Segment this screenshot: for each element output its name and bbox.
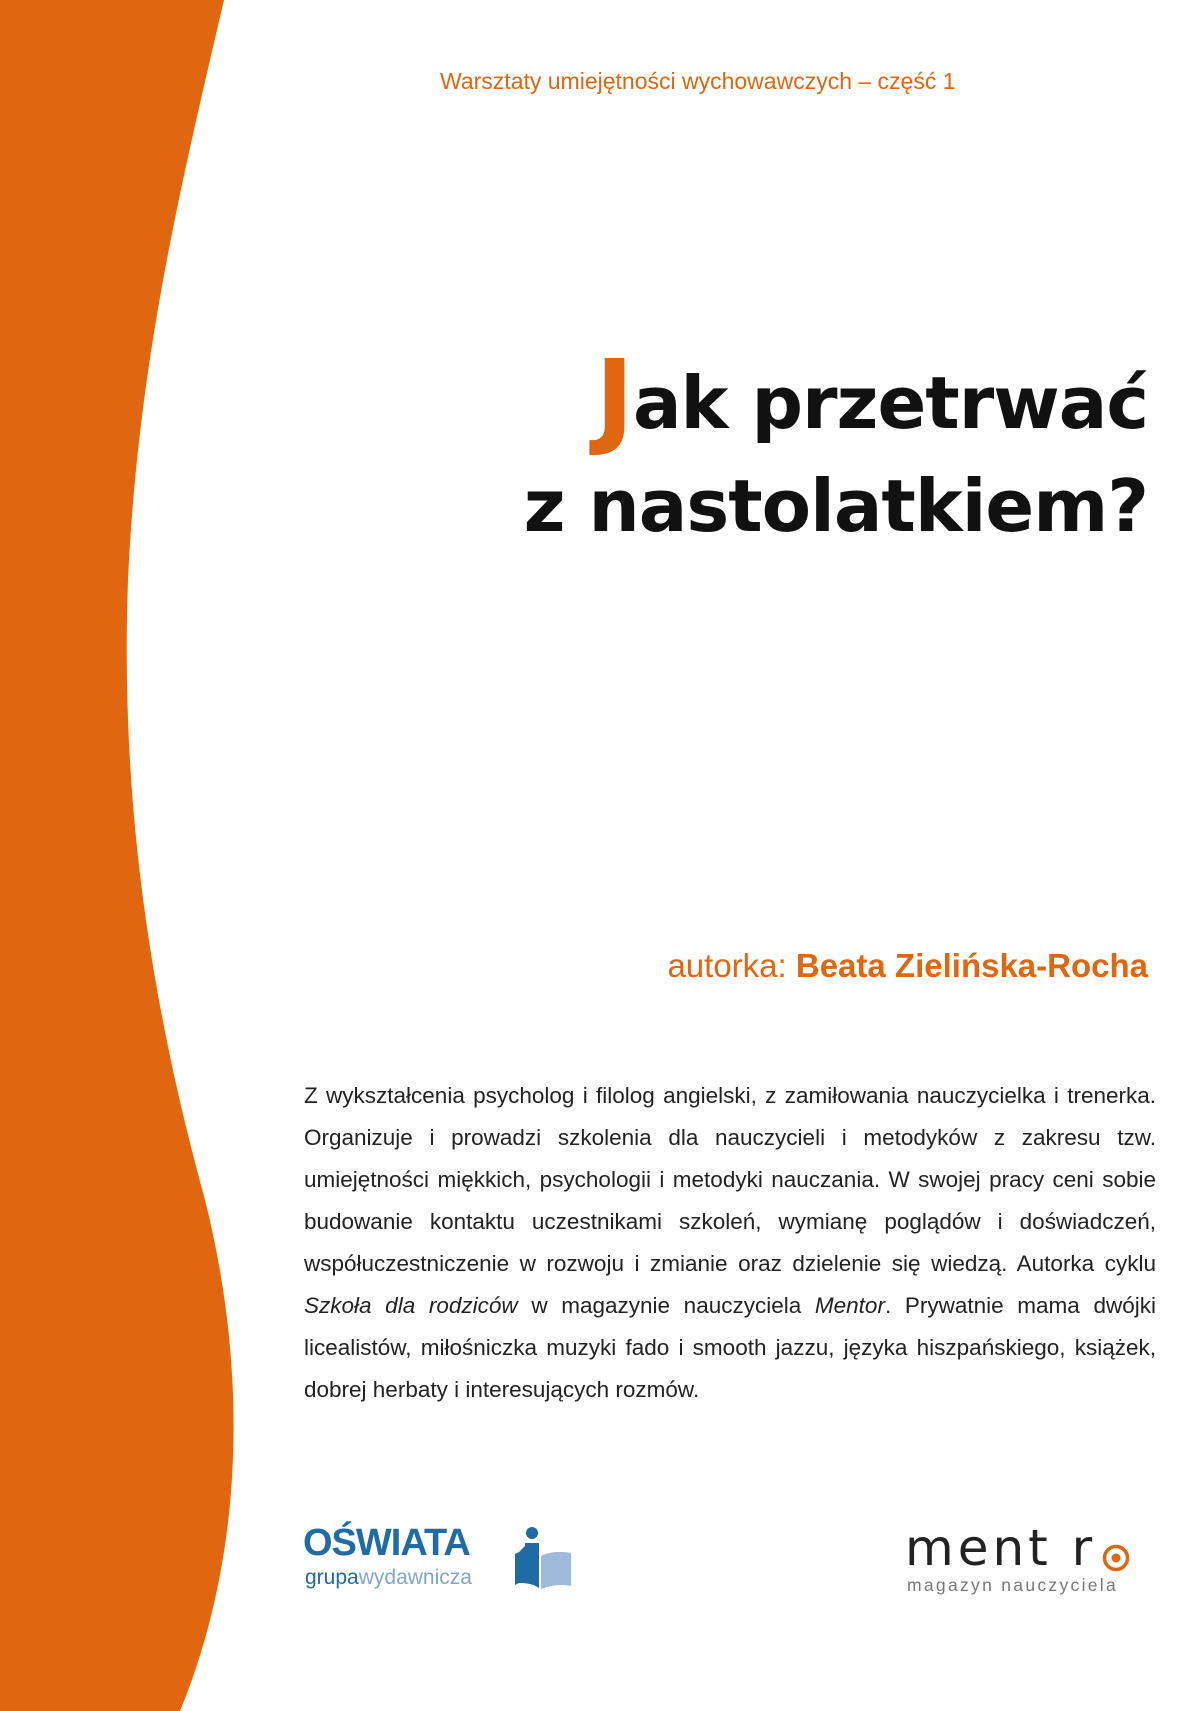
mentor-wordmark: ment r: [905, 1519, 1097, 1577]
title-line-1: [524, 337, 1148, 459]
publisher-subtitle: [305, 1566, 472, 1590]
bio-paragraph: [304, 1075, 1156, 1411]
title-line-2: z nastolatkiem?: [523, 464, 1148, 548]
bio-text-2: w magazynie nauczyciela: [531, 1293, 802, 1318]
series-title: Warsztaty umiejętności wychowawczych – część 1: [440, 68, 956, 94]
bio-text-3: . Prywatnie mama dwójki licealistów, miłośniczka muzyki fado i smooth jazzu, języka hiszpańskiego, książek, dobrej herbaty i interesujących rozmów.: [304, 1293, 1156, 1402]
bio-italic-series: Szkoła dla rodziców: [304, 1293, 518, 1318]
mentor-tagline: magazyn nauczyciela: [907, 1575, 1119, 1595]
orange-wave-shape: [0, 0, 234, 1711]
mentor-magazine-logo: [905, 1519, 1165, 1595]
publisher-subtitle-a: grupa: [305, 1566, 359, 1589]
book-title: [523, 337, 1148, 561]
oswiata-publisher-logo: [303, 1522, 593, 1596]
author-bio: [304, 1075, 1156, 1411]
orange-wave-band: [0, 0, 260, 1711]
author-line: [667, 947, 1148, 985]
author-name: Beata Zielińska-Rocha: [795, 947, 1148, 984]
oswiata-wordmark: OŚWIATA: [303, 1522, 470, 1564]
bio-italic-magazine: Mentor: [814, 1293, 885, 1318]
mentor-orange-dot-icon: [1102, 1544, 1130, 1572]
open-book-person-icon: [511, 1526, 581, 1592]
bio-text-1: Z wykształcenia psycholog i filolog angielski, z zamiłowania nauczycielka i trenerka. Organizuje i prowadzi szkolenia dla nauczycieli i metodyków z zakresu tzw. umiejętności miękkich, psychologii i metodyki nauczania. W swojej pracy ceni sobie budowanie kontaktu uczestnikami szkoleń, wymianę poglądów i doświadczeń, współuczestniczenie w rozwoju i zmianie oraz dzielenie się wiedzą. Autorka cyklu: [304, 1083, 1156, 1276]
title-initial-letter: J: [595, 337, 633, 459]
publisher-subtitle-b: wydawnicza: [358, 1566, 472, 1589]
author-label: autorka:: [667, 947, 787, 984]
title-line-1-rest: ak przetrwać: [632, 361, 1148, 445]
